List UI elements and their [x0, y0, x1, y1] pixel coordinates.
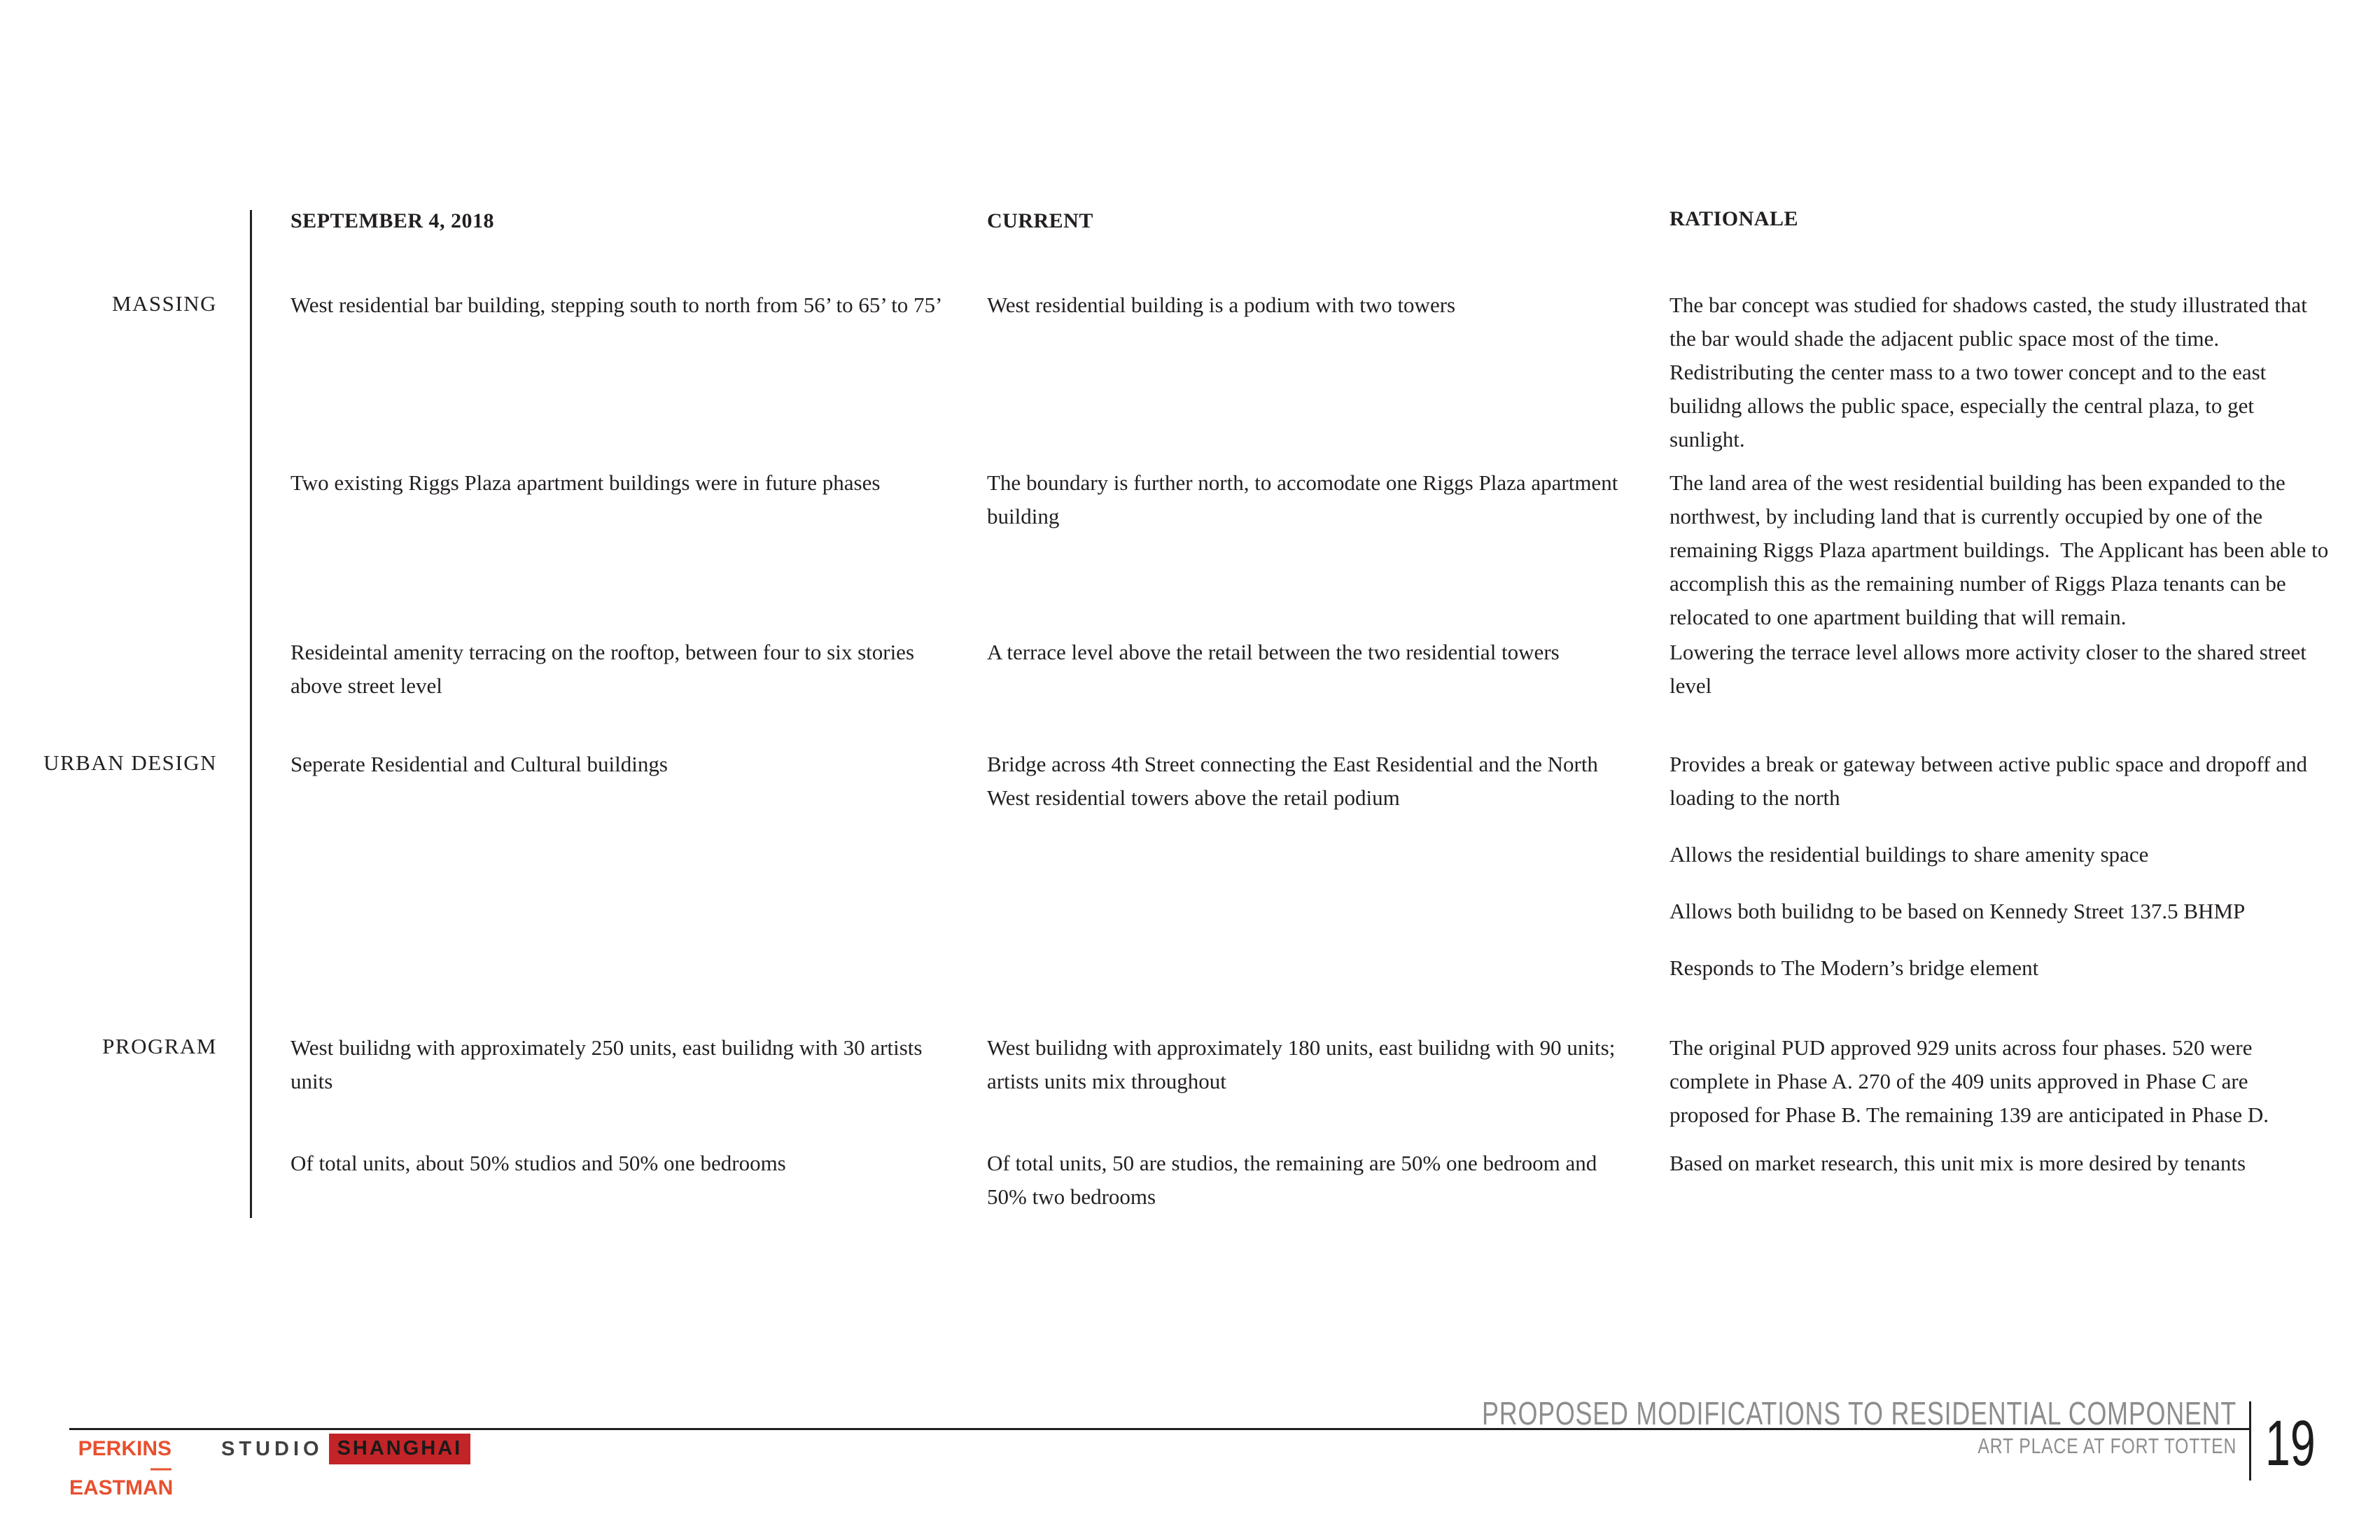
perkins-eastman-logo-line2: EASTMAN [69, 1476, 174, 1499]
cell-rationale: The bar concept was studied for shadows casted, the study illustrated that the bar would shade the adjacent public space most of the time. Redistributing the center mass to a two tower concept and to the east builidng allows the public space, especially the central plaza, to get sunlight. [1670, 293, 2307, 451]
page-title: PROPOSED MODIFICATIONS TO RESIDENTIAL COMPONENT [1482, 1395, 2236, 1432]
cell-september: Two existing Riggs Plaza apartment buildings were in future phases [290, 470, 881, 495]
cell-september: Resideintal amenity terracing on the rooftop, between four to six stories above street level [290, 640, 915, 698]
rationale-item: Provides a break or gateway between active public space and dropoff and loading to the north [1670, 752, 2307, 810]
cell-september: West residential bar building, stepping south to north from 56’ to 65’ to 75’ [290, 293, 943, 317]
perkins-eastman-logo-line1: PERKINS— [78, 1437, 172, 1480]
cell-rationale: The land area of the west residential building has been expanded to the northwest, by including land that is currently occupied by one of the remaining Riggs Plaza apartment buildings. The Applicant has been able to accomplish this as the remaining number of Riggs Plaza tenants can be relocated to one apartment building that will remain. [1670, 470, 2329, 629]
page-number: 19 [2265, 1408, 2316, 1479]
studio-shanghai-logo-shanghai: SHANGHAI [329, 1434, 471, 1464]
cell-rationale: The original PUD approved 929 units across four phases. 520 were complete in Phase A. 270 of the 409 units approved in Phase C are proposed for Phase B. The remaining 139 are anticipated in Phase D. [1670, 1035, 2269, 1127]
cell-september: West builidng with approximately 250 units, east builidng with 30 artists units [290, 1035, 923, 1093]
cell-current: A terrace level above the retail between the two residential towers [987, 640, 1560, 664]
row-label-urban-design: URBAN DESIGN [43, 750, 217, 775]
cell-current: West builidng with approximately 180 units, east builidng with 90 units; artists units mix throughout [987, 1035, 1616, 1093]
project-name: ART PLACE AT FORT TOTTEN [1977, 1434, 2236, 1458]
cell-current: West residential building is a podium with two towers [987, 293, 1456, 317]
table-left-rule [250, 210, 252, 1218]
cell-september: Seperate Residential and Cultural buildings [290, 752, 668, 776]
studio-shanghai-logo-studio: STUDIO [221, 1437, 323, 1460]
perkins-eastman-logo [69, 1439, 172, 1498]
page-number-divider [2249, 1401, 2251, 1480]
column-header-september: SEPTEMBER 4, 2018 [290, 209, 495, 232]
row-label-massing: MASSING [111, 291, 217, 316]
rationale-item: Responds to The Modern’s bridge element [1670, 955, 2039, 980]
rationale-item: Allows both builidng to be based on Kennedy Street 137.5 BHMP [1670, 899, 2246, 923]
cell-current: Of total units, 50 are studios, the remaining are 50% one bedroom and 50% two bedrooms [987, 1151, 1597, 1209]
cell-rationale [1670, 748, 2331, 1008]
column-header-rationale: RATIONALE [1670, 207, 1798, 230]
cell-current: Bridge across 4th Street connecting the East Residential and the North West residential towers above the retail podium [987, 752, 1598, 810]
column-header-current: CURRENT [987, 209, 1093, 232]
rationale-item: Allows the residential buildings to share amenity space [1670, 842, 2149, 867]
row-label-program: PROGRAM [102, 1034, 217, 1058]
cell-rationale: Lowering the terrace level allows more activity closer to the shared street level [1670, 640, 2306, 698]
cell-rationale: Based on market research, this unit mix is more desired by tenants [1670, 1151, 2246, 1175]
cell-current: The boundary is further north, to accomodate one Riggs Plaza apartment building [987, 470, 1618, 528]
studio-shanghai-logo [221, 1435, 470, 1463]
cell-september: Of total units, about 50% studios and 50% one bedrooms [290, 1151, 786, 1175]
